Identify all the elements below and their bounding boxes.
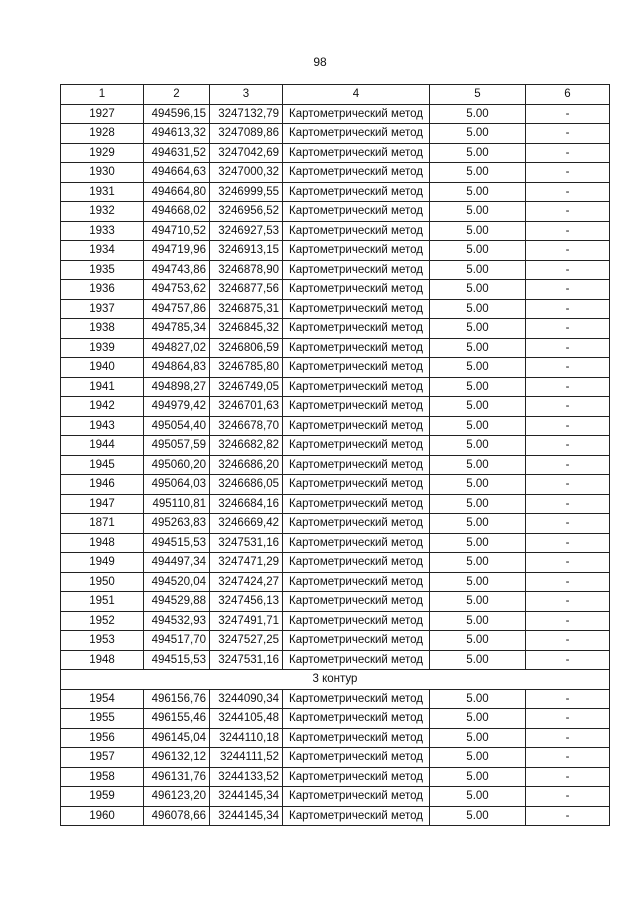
note-cell: -: [526, 338, 610, 358]
point-number-cell: 1943: [61, 416, 144, 436]
header-row: [61, 85, 610, 105]
method-cell: Картометрический метод: [283, 221, 430, 241]
point-number-cell: 1948: [61, 533, 144, 553]
point-number-cell: 1959: [61, 787, 144, 807]
y-coordinate-cell: 3244133,52: [210, 767, 283, 787]
method-cell: Картометрический метод: [283, 280, 430, 300]
x-coordinate-cell: 494596,15: [144, 104, 210, 124]
method-cell: Картометрический метод: [283, 475, 430, 495]
point-number-cell: 1952: [61, 611, 144, 631]
point-number-cell: 1960: [61, 806, 144, 826]
accuracy-cell: 5.00: [430, 494, 526, 514]
accuracy-cell: 5.00: [430, 806, 526, 826]
accuracy-cell: 5.00: [430, 787, 526, 807]
x-coordinate-cell: 496145,04: [144, 728, 210, 748]
point-number-cell: 1956: [61, 728, 144, 748]
accuracy-cell: 5.00: [430, 280, 526, 300]
x-coordinate-cell: 496132,12: [144, 748, 210, 768]
table-row: [61, 748, 610, 768]
y-coordinate-cell: 3246686,20: [210, 455, 283, 475]
table-row: [61, 767, 610, 787]
y-coordinate-cell: 3246913,15: [210, 241, 283, 261]
point-number-cell: 1953: [61, 631, 144, 651]
table-row: [61, 299, 610, 319]
x-coordinate-cell: 495060,20: [144, 455, 210, 475]
method-cell: Картометрический метод: [283, 728, 430, 748]
accuracy-cell: 5.00: [430, 709, 526, 729]
x-coordinate-cell: 494613,32: [144, 124, 210, 144]
coordinates-table: [60, 84, 610, 826]
method-cell: Картометрический метод: [283, 533, 430, 553]
y-coordinate-cell: 3246678,70: [210, 416, 283, 436]
x-coordinate-cell: 494719,96: [144, 241, 210, 261]
x-coordinate-cell: 496123,20: [144, 787, 210, 807]
method-cell: Картометрический метод: [283, 436, 430, 456]
point-number-cell: 1940: [61, 358, 144, 378]
table-row: [61, 280, 610, 300]
x-coordinate-cell: 495110,81: [144, 494, 210, 514]
point-number-cell: 1935: [61, 260, 144, 280]
table-row: [61, 377, 610, 397]
note-cell: -: [526, 748, 610, 768]
accuracy-cell: 5.00: [430, 241, 526, 261]
y-coordinate-cell: 3247089,86: [210, 124, 283, 144]
note-cell: -: [526, 767, 610, 787]
point-number-cell: 1957: [61, 748, 144, 768]
point-number-cell: 1931: [61, 182, 144, 202]
x-coordinate-cell: 494515,53: [144, 533, 210, 553]
method-cell: Картометрический метод: [283, 124, 430, 144]
note-cell: -: [526, 377, 610, 397]
point-number-cell: 1941: [61, 377, 144, 397]
x-coordinate-cell: 494517,70: [144, 631, 210, 651]
header-cell: 4: [283, 85, 430, 105]
method-cell: Картометрический метод: [283, 202, 430, 222]
section-label: 3 контур: [61, 670, 610, 690]
note-cell: -: [526, 728, 610, 748]
y-coordinate-cell: 3246785,80: [210, 358, 283, 378]
x-coordinate-cell: 495263,83: [144, 514, 210, 534]
x-coordinate-cell: 495057,59: [144, 436, 210, 456]
table-row: [61, 436, 610, 456]
y-coordinate-cell: 3246669,42: [210, 514, 283, 534]
point-number-cell: 1954: [61, 689, 144, 709]
method-cell: Картометрический метод: [283, 709, 430, 729]
method-cell: Картометрический метод: [283, 806, 430, 826]
point-number-cell: 1934: [61, 241, 144, 261]
accuracy-cell: 5.00: [430, 143, 526, 163]
point-number-cell: 1945: [61, 455, 144, 475]
y-coordinate-cell: 3244111,52: [210, 748, 283, 768]
table-row: [61, 319, 610, 339]
note-cell: -: [526, 221, 610, 241]
point-number-cell: 1932: [61, 202, 144, 222]
y-coordinate-cell: 3244145,34: [210, 787, 283, 807]
x-coordinate-cell: 494898,27: [144, 377, 210, 397]
note-cell: -: [526, 611, 610, 631]
point-number-cell: 1928: [61, 124, 144, 144]
table-row: [61, 241, 610, 261]
accuracy-cell: 5.00: [430, 611, 526, 631]
note-cell: -: [526, 358, 610, 378]
x-coordinate-cell: 496155,46: [144, 709, 210, 729]
table-row: [61, 631, 610, 651]
y-coordinate-cell: 3244090,34: [210, 689, 283, 709]
method-cell: Картометрический метод: [283, 631, 430, 651]
table-row: [61, 397, 610, 417]
point-number-cell: 1948: [61, 650, 144, 670]
accuracy-cell: 5.00: [430, 475, 526, 495]
accuracy-cell: 5.00: [430, 436, 526, 456]
note-cell: -: [526, 572, 610, 592]
note-cell: -: [526, 319, 610, 339]
note-cell: -: [526, 592, 610, 612]
x-coordinate-cell: 494664,63: [144, 163, 210, 183]
accuracy-cell: 5.00: [430, 455, 526, 475]
note-cell: -: [526, 689, 610, 709]
accuracy-cell: 5.00: [430, 572, 526, 592]
method-cell: Картометрический метод: [283, 650, 430, 670]
x-coordinate-cell: 495054,40: [144, 416, 210, 436]
note-cell: -: [526, 533, 610, 553]
method-cell: Картометрический метод: [283, 299, 430, 319]
point-number-cell: 1942: [61, 397, 144, 417]
accuracy-cell: 5.00: [430, 514, 526, 534]
method-cell: Картометрический метод: [283, 416, 430, 436]
y-coordinate-cell: 3246749,05: [210, 377, 283, 397]
y-coordinate-cell: 3247000,32: [210, 163, 283, 183]
note-cell: -: [526, 514, 610, 534]
table-row: [61, 338, 610, 358]
accuracy-cell: 5.00: [430, 182, 526, 202]
y-coordinate-cell: 3247531,16: [210, 533, 283, 553]
point-number-cell: 1958: [61, 767, 144, 787]
accuracy-cell: 5.00: [430, 299, 526, 319]
y-coordinate-cell: 3247531,16: [210, 650, 283, 670]
note-cell: -: [526, 650, 610, 670]
table-row: [61, 475, 610, 495]
table-row: [61, 494, 610, 514]
point-number-cell: 1955: [61, 709, 144, 729]
note-cell: -: [526, 436, 610, 456]
y-coordinate-cell: 3246999,55: [210, 182, 283, 202]
method-cell: Картометрический метод: [283, 260, 430, 280]
table-row: [61, 182, 610, 202]
method-cell: Картометрический метод: [283, 338, 430, 358]
accuracy-cell: 5.00: [430, 748, 526, 768]
point-number-cell: 1936: [61, 280, 144, 300]
x-coordinate-cell: 494757,86: [144, 299, 210, 319]
x-coordinate-cell: 494979,42: [144, 397, 210, 417]
y-coordinate-cell: 3246684,16: [210, 494, 283, 514]
accuracy-cell: 5.00: [430, 592, 526, 612]
note-cell: -: [526, 475, 610, 495]
x-coordinate-cell: 494529,88: [144, 592, 210, 612]
method-cell: Картометрический метод: [283, 748, 430, 768]
x-coordinate-cell: 494631,52: [144, 143, 210, 163]
table-row: [61, 787, 610, 807]
table-row: [61, 455, 610, 475]
x-coordinate-cell: 494753,62: [144, 280, 210, 300]
note-cell: -: [526, 202, 610, 222]
accuracy-cell: 5.00: [430, 650, 526, 670]
accuracy-cell: 5.00: [430, 553, 526, 573]
accuracy-cell: 5.00: [430, 338, 526, 358]
x-coordinate-cell: 494710,52: [144, 221, 210, 241]
accuracy-cell: 5.00: [430, 260, 526, 280]
note-cell: -: [526, 455, 610, 475]
y-coordinate-cell: 3246878,90: [210, 260, 283, 280]
x-coordinate-cell: 494497,34: [144, 553, 210, 573]
y-coordinate-cell: 3247491,71: [210, 611, 283, 631]
x-coordinate-cell: 494515,53: [144, 650, 210, 670]
y-coordinate-cell: 3246845,32: [210, 319, 283, 339]
method-cell: Картометрический метод: [283, 143, 430, 163]
note-cell: -: [526, 806, 610, 826]
accuracy-cell: 5.00: [430, 767, 526, 787]
note-cell: -: [526, 143, 610, 163]
point-number-cell: 1950: [61, 572, 144, 592]
x-coordinate-cell: 494785,34: [144, 319, 210, 339]
accuracy-cell: 5.00: [430, 397, 526, 417]
x-coordinate-cell: 494864,83: [144, 358, 210, 378]
table-row: [61, 611, 610, 631]
table-row: [61, 592, 610, 612]
note-cell: -: [526, 280, 610, 300]
accuracy-cell: 5.00: [430, 416, 526, 436]
point-number-cell: 1944: [61, 436, 144, 456]
y-coordinate-cell: 3244110,18: [210, 728, 283, 748]
method-cell: Картометрический метод: [283, 767, 430, 787]
x-coordinate-cell: 496078,66: [144, 806, 210, 826]
y-coordinate-cell: 3246956,52: [210, 202, 283, 222]
note-cell: -: [526, 104, 610, 124]
accuracy-cell: 5.00: [430, 124, 526, 144]
table-row: [61, 709, 610, 729]
method-cell: Картометрический метод: [283, 787, 430, 807]
point-number-cell: 1930: [61, 163, 144, 183]
x-coordinate-cell: 494668,02: [144, 202, 210, 222]
method-cell: Картометрический метод: [283, 182, 430, 202]
accuracy-cell: 5.00: [430, 202, 526, 222]
method-cell: Картометрический метод: [283, 611, 430, 631]
table-row: [61, 143, 610, 163]
method-cell: Картометрический метод: [283, 494, 430, 514]
note-cell: -: [526, 553, 610, 573]
header-cell: 1: [61, 85, 144, 105]
note-cell: -: [526, 299, 610, 319]
note-cell: -: [526, 163, 610, 183]
table-row: [61, 124, 610, 144]
accuracy-cell: 5.00: [430, 533, 526, 553]
y-coordinate-cell: 3247132,79: [210, 104, 283, 124]
y-coordinate-cell: 3247527,25: [210, 631, 283, 651]
method-cell: Картометрический метод: [283, 163, 430, 183]
point-number-cell: 1949: [61, 553, 144, 573]
table-row: [61, 650, 610, 670]
y-coordinate-cell: 3246701,63: [210, 397, 283, 417]
note-cell: -: [526, 631, 610, 651]
point-number-cell: 1927: [61, 104, 144, 124]
y-coordinate-cell: 3246806,59: [210, 338, 283, 358]
method-cell: Картометрический метод: [283, 553, 430, 573]
x-coordinate-cell: 496131,76: [144, 767, 210, 787]
accuracy-cell: 5.00: [430, 104, 526, 124]
table-row: [61, 514, 610, 534]
y-coordinate-cell: 3246877,56: [210, 280, 283, 300]
x-coordinate-cell: 494827,02: [144, 338, 210, 358]
table-row: [61, 572, 610, 592]
point-number-cell: 1871: [61, 514, 144, 534]
method-cell: Картометрический метод: [283, 377, 430, 397]
table-row: [61, 260, 610, 280]
point-number-cell: 1951: [61, 592, 144, 612]
method-cell: Картометрический метод: [283, 241, 430, 261]
method-cell: Картометрический метод: [283, 104, 430, 124]
method-cell: Картометрический метод: [283, 358, 430, 378]
x-coordinate-cell: 494743,86: [144, 260, 210, 280]
y-coordinate-cell: 3246927,53: [210, 221, 283, 241]
y-coordinate-cell: 3247424,27: [210, 572, 283, 592]
header-cell: 2: [144, 85, 210, 105]
table-row: [61, 202, 610, 222]
note-cell: -: [526, 494, 610, 514]
header-cell: 6: [526, 85, 610, 105]
y-coordinate-cell: 3247042,69: [210, 143, 283, 163]
point-number-cell: 1939: [61, 338, 144, 358]
method-cell: Картометрический метод: [283, 592, 430, 612]
table-row: [61, 221, 610, 241]
y-coordinate-cell: 3244145,34: [210, 806, 283, 826]
header-cell: 5: [430, 85, 526, 105]
y-coordinate-cell: 3247471,29: [210, 553, 283, 573]
point-number-cell: 1933: [61, 221, 144, 241]
point-number-cell: 1937: [61, 299, 144, 319]
note-cell: -: [526, 787, 610, 807]
table-row: [61, 533, 610, 553]
method-cell: Картометрический метод: [283, 689, 430, 709]
y-coordinate-cell: 3246686,05: [210, 475, 283, 495]
x-coordinate-cell: 496156,76: [144, 689, 210, 709]
x-coordinate-cell: 495064,03: [144, 475, 210, 495]
note-cell: -: [526, 709, 610, 729]
y-coordinate-cell: 3247456,13: [210, 592, 283, 612]
note-cell: -: [526, 416, 610, 436]
y-coordinate-cell: 3244105,48: [210, 709, 283, 729]
point-number-cell: 1947: [61, 494, 144, 514]
accuracy-cell: 5.00: [430, 163, 526, 183]
y-coordinate-cell: 3246875,31: [210, 299, 283, 319]
section-row: [61, 670, 610, 690]
accuracy-cell: 5.00: [430, 319, 526, 339]
accuracy-cell: 5.00: [430, 358, 526, 378]
page-number: 98: [313, 55, 327, 69]
method-cell: Картометрический метод: [283, 514, 430, 534]
note-cell: -: [526, 260, 610, 280]
note-cell: -: [526, 397, 610, 417]
header-cell: 3: [210, 85, 283, 105]
point-number-cell: 1938: [61, 319, 144, 339]
accuracy-cell: 5.00: [430, 221, 526, 241]
accuracy-cell: 5.00: [430, 377, 526, 397]
table-row: [61, 163, 610, 183]
table-row: [61, 806, 610, 826]
point-number-cell: 1946: [61, 475, 144, 495]
accuracy-cell: 5.00: [430, 631, 526, 651]
note-cell: -: [526, 241, 610, 261]
note-cell: -: [526, 182, 610, 202]
table-row: [61, 358, 610, 378]
table-row: [61, 416, 610, 436]
table-row: [61, 689, 610, 709]
x-coordinate-cell: 494664,80: [144, 182, 210, 202]
table-row: [61, 728, 610, 748]
accuracy-cell: 5.00: [430, 728, 526, 748]
note-cell: -: [526, 124, 610, 144]
method-cell: Картометрический метод: [283, 572, 430, 592]
point-number-cell: 1929: [61, 143, 144, 163]
table-row: [61, 553, 610, 573]
x-coordinate-cell: 494532,93: [144, 611, 210, 631]
table-row: [61, 104, 610, 124]
method-cell: Картометрический метод: [283, 455, 430, 475]
y-coordinate-cell: 3246682,82: [210, 436, 283, 456]
accuracy-cell: 5.00: [430, 689, 526, 709]
method-cell: Картометрический метод: [283, 397, 430, 417]
x-coordinate-cell: 494520,04: [144, 572, 210, 592]
method-cell: Картометрический метод: [283, 319, 430, 339]
